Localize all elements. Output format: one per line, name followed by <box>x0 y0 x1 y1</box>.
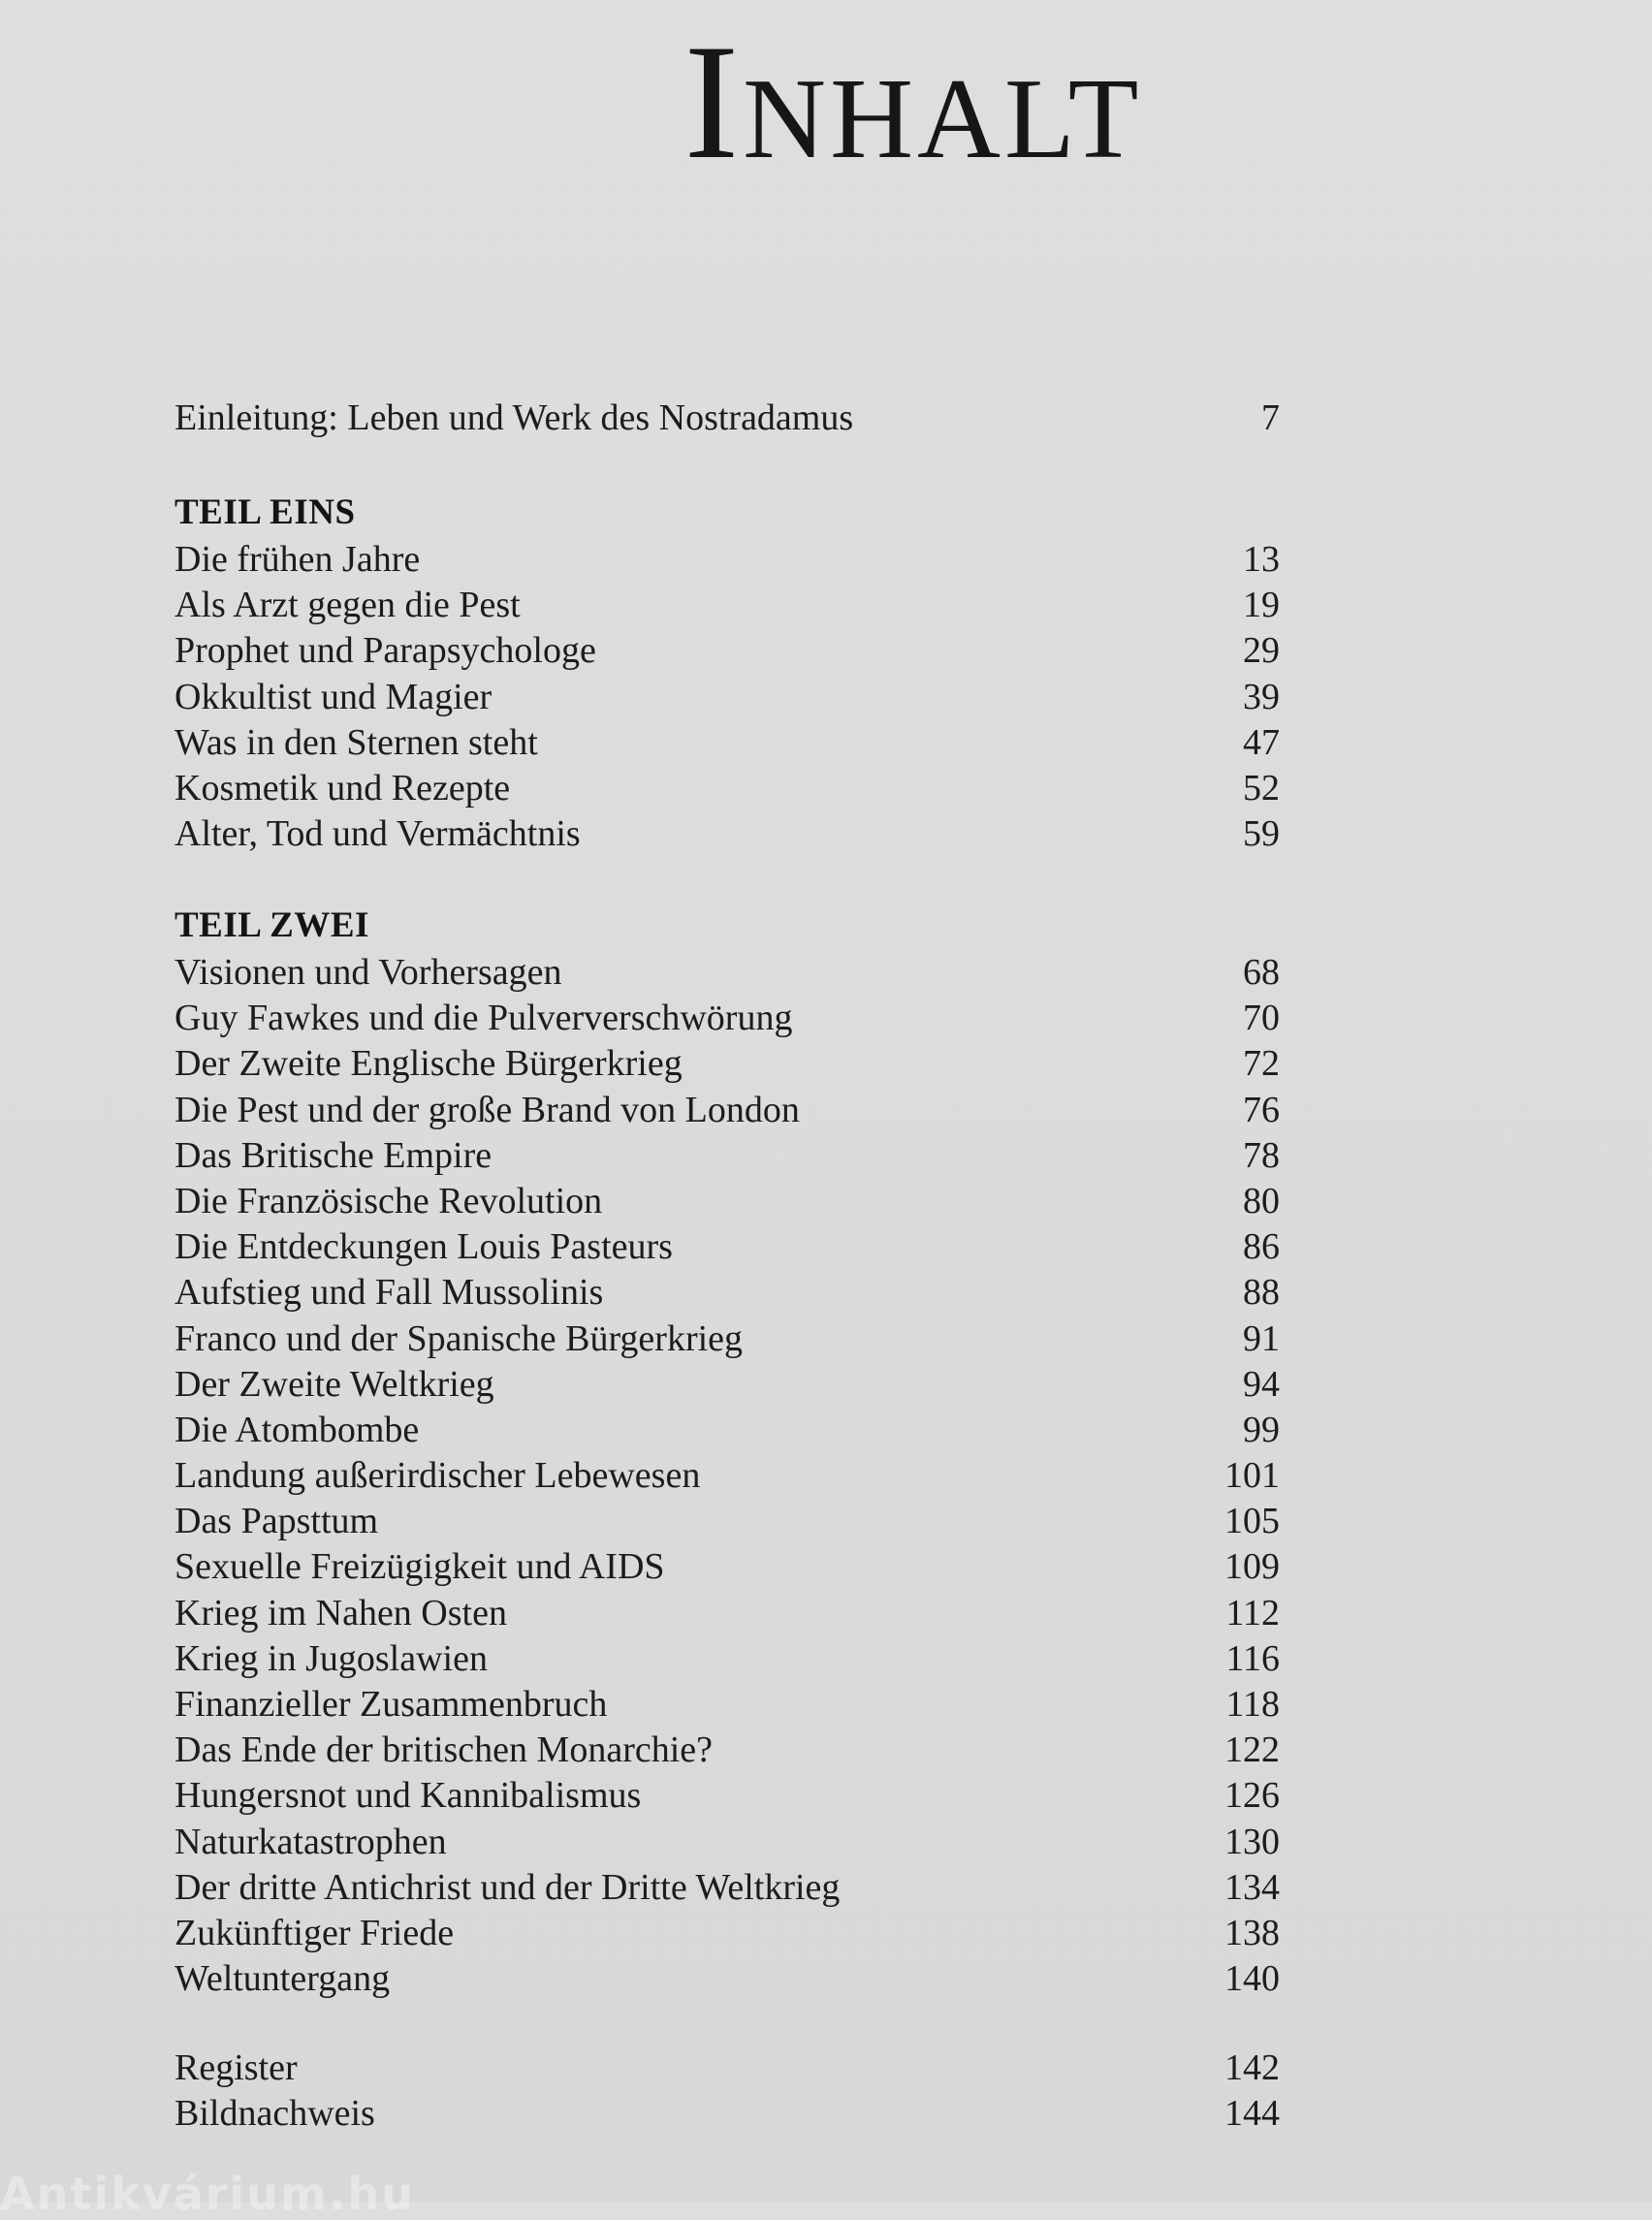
toc-entry-page: 144 <box>1224 2093 1280 2135</box>
toc-list <box>175 950 1280 2002</box>
toc-entry-page: 76 <box>1243 1089 1280 1130</box>
toc-entry <box>175 1041 1280 1087</box>
toc-entry-title: Franco und der Spanische Bürgerkrieg <box>175 1317 744 1359</box>
toc-entry <box>175 1316 1280 1362</box>
toc-entry-page: 70 <box>1243 998 1280 1039</box>
toc-entry <box>175 396 1280 441</box>
toc-entry-title: Der Zweite Weltkrieg <box>175 1363 494 1405</box>
toc-entry-page: 29 <box>1243 630 1280 672</box>
toc-entry-page: 68 <box>1243 952 1280 993</box>
toc-entry-page: 109 <box>1224 1546 1280 1588</box>
toc-entry-page: 88 <box>1243 1272 1280 1314</box>
toc-entry-page: 78 <box>1243 1134 1280 1176</box>
toc-entry <box>175 1865 1280 1911</box>
toc-entry-title: Zukünftiger Friede <box>175 1912 455 1953</box>
toc-entry-page: 101 <box>1224 1455 1280 1497</box>
toc-entry <box>175 628 1280 674</box>
toc-entry <box>175 1224 1280 1270</box>
toc-entry-page: 142 <box>1224 2047 1280 2088</box>
toc-entry <box>175 1728 1280 1773</box>
toc-entry-page: 112 <box>1225 1592 1280 1633</box>
toc-entry <box>175 1544 1280 1590</box>
toc-entry <box>175 766 1280 811</box>
toc-entry <box>175 2046 1280 2091</box>
toc-entry <box>175 1682 1280 1728</box>
toc-entry-title: Der Zweite Englische Bürgerkrieg <box>175 1043 683 1085</box>
toc-entry <box>175 720 1280 766</box>
toc-entry-page: 86 <box>1243 1226 1280 1268</box>
watermark: Antikvárium.hu <box>0 2168 415 2220</box>
toc-part-one <box>175 489 1280 857</box>
toc-entry <box>175 1362 1280 1408</box>
toc-entry-page: 118 <box>1225 1684 1280 1725</box>
toc-entry-title: Register <box>175 2047 298 2088</box>
toc-entry <box>175 811 1280 857</box>
toc-entry-page: 39 <box>1243 676 1280 717</box>
toc-entry-title: Sexuelle Freizügigkeit und AIDS <box>175 1546 665 1588</box>
toc-entry <box>175 1956 1280 2002</box>
toc-list <box>175 2046 1280 2137</box>
toc-entry-page: 130 <box>1224 1821 1280 1862</box>
toc-entry-title: Einleitung: Leben und Werk des Nostradamus <box>175 397 854 438</box>
toc-entry-page: 140 <box>1224 1958 1280 2000</box>
toc-entry-title: Naturkatastrophen <box>175 1821 447 1862</box>
toc-list <box>175 537 1280 857</box>
toc-entry-title: Was in den Sternen steht <box>175 721 538 763</box>
toc-part-two <box>175 902 1280 2002</box>
toc-entry <box>175 1453 1280 1499</box>
toc-back-matter <box>175 2046 1280 2137</box>
toc-entry-title: Die frühen Jahre <box>175 539 421 580</box>
section-heading: TEIL ZWEI <box>175 905 369 945</box>
toc-entry <box>175 1270 1280 1316</box>
toc-entry <box>175 1179 1280 1224</box>
toc-entry-page: 99 <box>1243 1409 1280 1450</box>
toc-entry-page: 105 <box>1224 1501 1280 1542</box>
toc-entry-title: Alter, Tod und Vermächtnis <box>175 813 581 855</box>
page-title: Inhalt <box>683 11 1143 193</box>
toc-entry-page: 47 <box>1243 721 1280 763</box>
toc-entry-title: Die Pest und der große Brand von London <box>175 1089 800 1130</box>
toc-entry <box>175 583 1280 628</box>
toc-entry-page: 122 <box>1224 1729 1280 1771</box>
toc-entry-title: Weltuntergang <box>175 1958 391 2000</box>
toc-entry <box>175 2091 1280 2137</box>
toc-entry-title: Hungersnot und Kannibalismus <box>175 1775 642 1817</box>
toc-entry-page: 19 <box>1243 585 1280 626</box>
toc-entry <box>175 1820 1280 1865</box>
toc-entry-title: Die Französische Revolution <box>175 1180 603 1221</box>
toc-entry <box>175 1591 1280 1636</box>
toc-entry <box>175 1088 1280 1133</box>
toc-entry-page: 94 <box>1243 1363 1280 1405</box>
toc-entry <box>175 1911 1280 1956</box>
toc-entry <box>175 1773 1280 1819</box>
toc-entry-title: Die Atombombe <box>175 1409 420 1450</box>
toc-entry-title: Aufstieg und Fall Mussolinis <box>175 1272 604 1314</box>
toc-entry-title: Landung außerirdischer Lebewesen <box>175 1455 701 1497</box>
toc-entry-title: Krieg in Jugoslawien <box>175 1637 488 1679</box>
toc-entry-page: 116 <box>1225 1637 1280 1679</box>
toc-intro <box>175 396 1280 441</box>
toc-entry-page: 72 <box>1243 1043 1280 1085</box>
toc-entry <box>175 1499 1280 1544</box>
toc-entry-title: Kosmetik und Rezepte <box>175 767 511 809</box>
toc-entry-page: 80 <box>1243 1180 1280 1221</box>
toc-entry-page: 13 <box>1243 539 1280 580</box>
toc-entry-title: Das Ende der britischen Monarchie? <box>175 1729 714 1771</box>
toc-entry-title: Visionen und Vorhersagen <box>175 952 562 993</box>
toc-entry-page: 126 <box>1224 1775 1280 1817</box>
toc-entry-title: Das Papsttum <box>175 1501 379 1542</box>
toc-entry <box>175 675 1280 720</box>
toc-entry-title: Das Britische Empire <box>175 1134 492 1176</box>
section-heading: TEIL EINS <box>175 492 356 532</box>
toc-entry-title: Bildnachweis <box>175 2093 375 2135</box>
toc-entry-page: 138 <box>1224 1912 1280 1953</box>
toc-entry <box>175 1636 1280 1682</box>
toc-entry-title: Prophet und Parapsychologe <box>175 630 596 672</box>
toc-entry-title: Okkultist und Magier <box>175 676 492 717</box>
toc-entry-page: 134 <box>1224 1866 1280 1908</box>
toc-entry-page: 7 <box>1261 397 1280 438</box>
toc-entry-title: Der dritte Antichrist und der Dritte Weltkrieg <box>175 1866 841 1908</box>
toc-entry-title: Krieg im Nahen Osten <box>175 1592 507 1633</box>
toc-entry <box>175 950 1280 996</box>
toc-entry <box>175 1133 1280 1179</box>
toc-entry-title: Guy Fawkes und die Pulververschwörung <box>175 998 793 1039</box>
toc-entry <box>175 996 1280 1041</box>
toc-entry-page: 59 <box>1243 813 1280 855</box>
toc-entry-title: Die Entdeckungen Louis Pasteurs <box>175 1226 673 1268</box>
toc-entry-page: 91 <box>1243 1317 1280 1359</box>
toc-entry <box>175 1408 1280 1453</box>
toc-entry-page: 52 <box>1243 767 1280 809</box>
toc-entry-title: Finanzieller Zusammenbruch <box>175 1684 608 1725</box>
toc-entry-title: Als Arzt gegen die Pest <box>175 585 521 626</box>
toc-entry <box>175 537 1280 583</box>
